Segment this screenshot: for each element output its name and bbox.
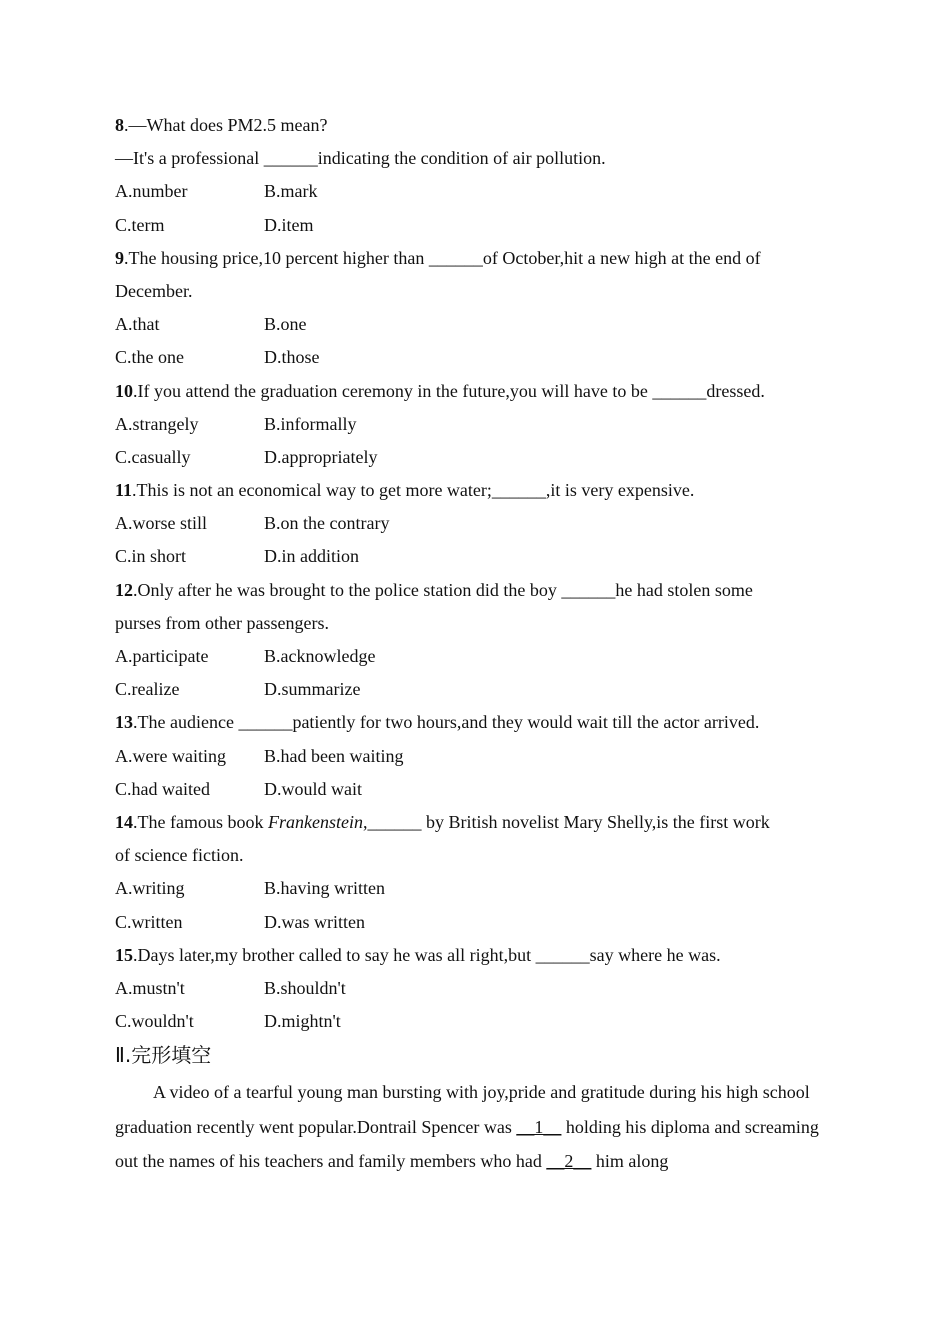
option-a[interactable]: A.participate <box>115 646 209 666</box>
option-d[interactable]: D.item <box>264 214 314 235</box>
options-row <box>115 1005 835 1038</box>
question-stem: 14.The famous book Frankenstein,______ by British novelist Mary Shelly,is the first work <box>115 811 770 832</box>
option-b[interactable]: B.shouldn't <box>264 977 346 998</box>
options-row <box>115 773 835 806</box>
question-number: 8 <box>115 115 124 135</box>
question-number: 10 <box>115 380 133 401</box>
question-12 <box>115 574 835 707</box>
option-b[interactable]: B.informally <box>264 413 357 434</box>
options-row <box>115 507 835 540</box>
option-c[interactable]: C.wouldn't <box>115 1011 194 1032</box>
question-number: 12 <box>115 579 133 600</box>
cloze-passage: A video of a tearful young man bursting with joy,pride and gratitude during his high school graduation recently went popular.Dontrail Spencer was __1__ holding his diploma and screaming out the names of his teachers and family members who had __2__ him along <box>115 1082 819 1172</box>
options-row <box>115 673 835 706</box>
question-stem: —It's a professional ______indicating the condition of air pollution. <box>115 148 606 169</box>
question-stem: 10.If you attend the graduation ceremony in the future,you will have to be ______dressed. <box>115 380 765 401</box>
options-row <box>115 441 835 474</box>
option-c[interactable]: C.realize <box>115 679 180 700</box>
options-row <box>115 906 835 939</box>
option-d[interactable]: D.mightn't <box>264 1011 341 1032</box>
question-11 <box>115 474 835 574</box>
options-row <box>115 341 835 374</box>
question-number: 11 <box>115 480 133 501</box>
options-row <box>115 972 835 1005</box>
question-number: 9 <box>115 247 124 268</box>
question-8 <box>115 109 835 242</box>
option-d[interactable]: D.in addition <box>264 546 359 567</box>
options-row <box>115 872 835 905</box>
options-row <box>115 408 835 441</box>
option-a[interactable]: A.mustn't <box>115 977 185 998</box>
option-c[interactable]: C.written <box>115 911 183 932</box>
book-title: Frankenstein <box>267 811 363 832</box>
option-c[interactable]: C.the one <box>115 347 184 368</box>
option-d[interactable]: D.those <box>264 347 320 368</box>
option-c[interactable]: C.casually <box>115 446 191 467</box>
options-row <box>115 640 835 673</box>
options-row <box>115 740 835 773</box>
option-b[interactable]: B.on the contrary <box>264 513 390 534</box>
question-stem: 13.The audience ______patiently for two hours,and they would wait till the actor arrived. <box>115 712 760 733</box>
question-number: 15 <box>115 944 133 965</box>
question-14 <box>115 806 835 939</box>
question-stem: 9.The housing price,10 percent higher than ______of October,hit a new high at the end of <box>115 247 761 268</box>
option-c[interactable]: C.had waited <box>115 778 210 799</box>
option-b[interactable]: B.acknowledge <box>264 646 376 666</box>
cloze-blank-2[interactable]: __2__ <box>546 1151 592 1172</box>
option-b[interactable]: B.one <box>264 314 307 335</box>
option-d[interactable]: D.appropriately <box>264 446 378 467</box>
question-15 <box>115 939 835 1039</box>
question-stem: 12.Only after he was brought to the police station did the boy ______he had stolen some <box>115 579 753 600</box>
option-a[interactable]: A.that <box>115 314 160 335</box>
options-row <box>115 209 835 242</box>
question-stem: December. <box>115 280 193 301</box>
option-b[interactable]: B.mark <box>264 181 318 202</box>
option-c[interactable]: C.term <box>115 214 165 235</box>
question-stem: purses from other passengers. <box>115 612 329 633</box>
options-row <box>115 308 835 341</box>
option-b[interactable]: B.had been waiting <box>264 745 404 766</box>
option-c[interactable]: C.in short <box>115 546 187 567</box>
option-a[interactable]: A.writing <box>115 878 185 899</box>
option-a[interactable]: A.were waiting <box>115 745 226 766</box>
options-row <box>115 175 835 208</box>
options-row <box>115 540 835 573</box>
option-a[interactable]: A.worse still <box>115 513 207 534</box>
option-d[interactable]: D.would wait <box>264 778 362 799</box>
question-10 <box>115 375 835 475</box>
option-d[interactable]: D.was written <box>264 911 365 932</box>
question-stem: 15.Days later,my brother called to say he was all right,but ______say where he was. <box>115 944 721 965</box>
cloze-blank-1[interactable]: __1__ <box>516 1116 562 1137</box>
question-stem: 8.—What does PM2.5 mean? <box>115 115 328 135</box>
section-heading: Ⅱ.完形填空 <box>115 1043 212 1068</box>
document-page <box>115 109 835 1179</box>
question-number: 13 <box>115 712 133 733</box>
question-9 <box>115 242 835 375</box>
question-stem: 11.This is not an economical way to get more water;______,it is very expensive. <box>115 480 695 501</box>
question-13 <box>115 706 835 806</box>
option-b[interactable]: B.having written <box>264 878 385 899</box>
option-a[interactable]: A.strangely <box>115 413 199 434</box>
option-a[interactable]: A.number <box>115 181 188 202</box>
question-stem: of science fiction. <box>115 845 244 866</box>
question-number: 14 <box>115 811 133 832</box>
option-d[interactable]: D.summarize <box>264 679 361 700</box>
